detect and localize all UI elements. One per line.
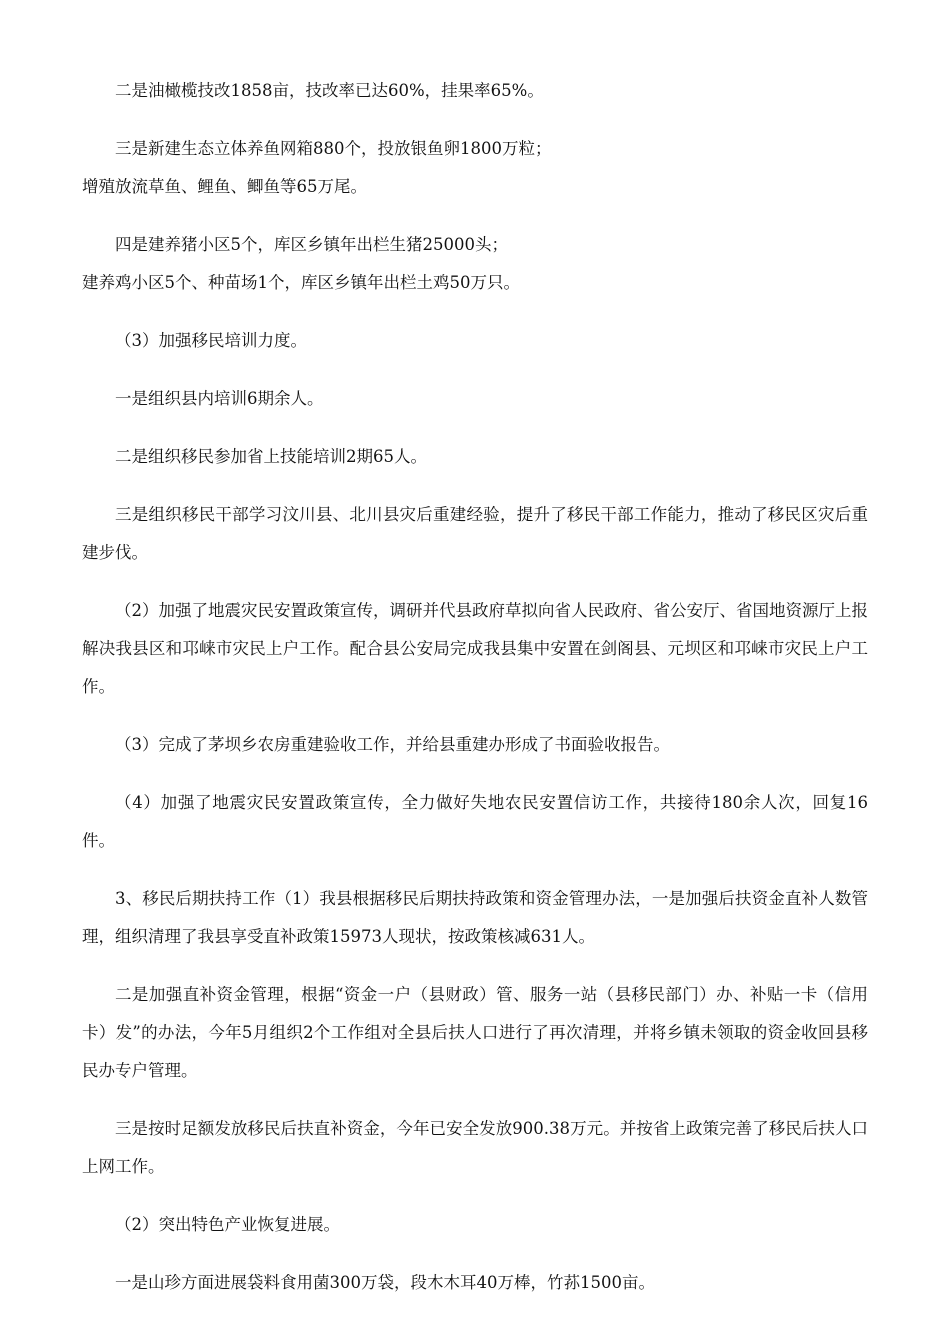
paragraph-support-headcount: 3、移民后期扶持工作（1）我县根据移民后期扶持政策和资金管理办法，一是加强后扶资金直补人数管理，组织清理了我县享受直补政策15973人现状，按政策核减631人。 [82,889,868,946]
training-item-1: 一是组织县内培训6期余人。 [115,389,324,408]
paragraph-mountain-produce: 一是山珍方面进展袋料食用菌300万袋，段木木耳40万棒，竹荪1500亩。 [115,1273,655,1292]
paragraph-resettlement-publicity: （2）加强了地震灾民安置政策宣传，调研并代县政府草拟向省人民政府、省公安厅、省国地资源厅上报解决我县区和邛崃市灾民上户工作。配合县公安局完成我县集中安置在剑阁县、元坝区和邛崃市灾民上户工作。 [82,601,868,696]
paragraph-fish [82,130,868,206]
training-heading: （3）加强移民培训力度。 [115,331,307,350]
paragraph-olive: 二是油橄榄技改1858亩，技改率已达60%，挂果率65%。 [115,81,544,100]
paragraph-fund-management: 二是加强直补资金管理，根据“资金一户（县财政）管、服务一站（县移民部门）办、补贴一卡（信用卡）发”的办法，今年5月组织2个工作组对全县后扶人口进行了再次清理，并将乡镇未领取的资金收回县移民办专户管理。 [82,985,868,1080]
livestock-line-1: 四是建养猪小区5个，库区乡镇年出栏生猪25000头； [115,235,508,254]
fish-line-1: 三是新建生态立体养鱼网箱880个，投放银鱼卵1800万粒； [115,139,552,158]
document-page [82,72,868,1322]
training-item-2: 二是组织移民参加省上技能培训2期65人。 [115,447,427,466]
fish-line-2: 增殖放流草鱼、鲤鱼、鲫鱼等65万尾。 [82,177,367,196]
paragraph-livestock [82,226,868,302]
paragraph-industry-heading: （2）突出特色产业恢复进展。 [115,1215,340,1234]
paragraph-housing-acceptance: （3）完成了茅坝乡农房重建验收工作，并给县重建办形成了书面验收报告。 [115,735,670,754]
livestock-line-2: 建养鸡小区5个、种苗场1个，库区乡镇年出栏土鸡50万只。 [82,273,520,292]
training-item-3: 三是组织移民干部学习汶川县、北川县灾后重建经验，提升了移民干部工作能力，推动了移民区灾后重建步伐。 [82,505,868,562]
paragraph-fund-payment: 三是按时足额发放移民后扶直补资金，今年已安全发放900.38万元。并按省上政策完善了移民后扶人口上网工作。 [82,1119,868,1176]
paragraph-petition-work: （4）加强了地震灾民安置政策宣传，全力做好失地农民安置信访工作，共接待180余人次，回复16件。 [82,793,868,850]
